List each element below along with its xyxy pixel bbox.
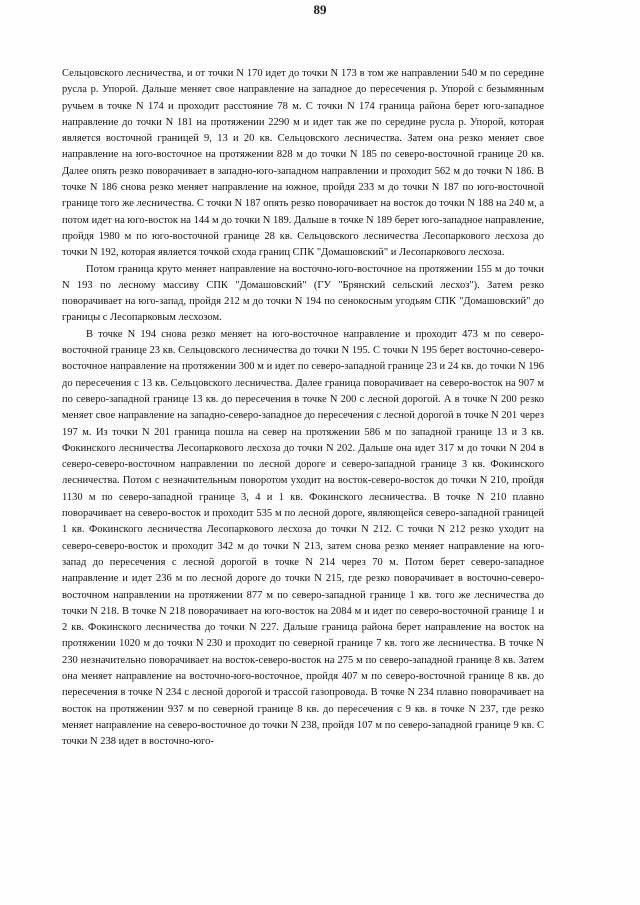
page-number: 89 <box>313 2 327 17</box>
paragraph: В точке N 194 снова резко меняет на юго-восточное направление и проходит 473 м по северо-восточной границе 23 кв. Сельцовского лесничества до точки N 195. С точки N 195 берет восточно-северо-восточное направление на протяжении 300 м и идет по северо-западной границе 23 и 24 кв. до точки N 196 до пересечения с 13 кв. Сельцовского лесничества. Далее граница поворачивает на северо-восток на 907 м по северо-западной границе 13 кв. до пересечения в точке N 200 с лесной дорогой. А в точке N 200 резко меняет свое направление на западно-северо-западное до пересечения с лесной дорогой в точке N 201 через 197 м. Из точки N 201 граница пошла на север на протяжении 586 м по западной границе 13 и 3 кв. Фокинского лесничества Лесопаркового лесхоза до точки N 202. Дальше она идет 317 м до точки N 204 в северо-северо-восточном направлении по лесной дороге и северо-западной границе 3 кв. Фокинского лесничества. Потом с незначительным поворотом уходит на восток-северо-восток до точки N 210, пройдя 1130 м по северо-западной границе 3, 4 и 1 кв. Фокинского лесничества. В точке N 210 плавно поворачивает на северо-восток и проходит 535 м по лесной дороге, являющейся северо-западной границей 1 кв. Фокинского лесничества Лесопаркового лесхоза до точки N 212. С точки N 212 резко уходит на северо-северо-восток и проходит 342 м до точки N 213, затем снова резко меняет направление на юго-запад до пересечения с лесной дорогой в точке N 214 через 70 м. Потом берет северо-западное направление и идет 236 м по лесной дороге до точки N 215, где резко поворачивает в восточно-северо-восточном направлении на протяжении 877 м по северо-западной границе 1 кв. того же лесничества до точки N 218. В точке N 218 поворачивает на юго-восток на 2084 м и идет по северо-восточной границе 1 и 2 кв. Фокинского лесничества до точки N 227. Дальше граница района берет направление на восток на протяжении 1020 м до точки N 230 и проходит по северной границе 7 кв. того же лесничества. В точке N 230 незначительно поворачивает на восток-северо-восток на 275 м по северо-западной границе 8 кв. Затем она меняет направление на восточно-юго-восточное, пройдя 407 м по северо-восточной границе 8 кв. до пересечения в точке N 234 с лесной дорогой и трассой газопровода. В точке N 234 плавно поворачивает на восток на протяжении 937 м по северной границе 8 кв. до пересечения с 9 кв. в точке N 237, где резко меняет направление на северо-восточное до точки N 238, пройдя 107 м по северо-западной границе 9 кв. С точки N 238 идет в восточно-юго- <box>62 328 544 748</box>
paragraph: Потом граница круто меняет направление на восточно-юго-восточное на протяжении 155 м до точки N 193 по лесному массиву СПК "Домашовский" (ГУ "Брянский сельский лесхоз"). Затем резко поворачивает на юго-запад, пройдя 212 м до точки N 194 по сенокосным угодьям СПК "Домашовский" до границы с Лесопарковым лесхозом. <box>62 263 544 324</box>
paragraph: Сельцовского лесничества, и от точки N 170 идет до точки N 173 в том же направлении 540 м по середине русла р. Упорой. Дальше меняет свое направление на западное до пересечения р. Упорой с безымянным ручьем в точке N 174 и проходит расстояние 78 м. С точки N 174 граница района берет юго-западное направление до точки N 181 на протяжении 2290 м и идет так же по середине русла р. Упорой, которая является восточной границей 9, 13 и 20 кв. Сельцовского лесничества. Затем она резко меняет свое направление на юго-восточное на протяжении 828 м до точки N 185 по северо-восточной границе 20 кв. Далее опять резко поворачивает в западно-юго-западном направлении и проходит 562 м до точки N 186. В точке N 186 снова резко меняет направление на южное, пройдя 233 м до точки N 187 по юго-восточной границе того же лесничества. С точки N 187 опять резко поворачивает на восток до точки N 188 на 240 м, а потом идет на юго-восток на 144 м до точки N 189. Дальше в точке N 189 берет юго-западное направление, пройдя 1980 м по юго-восточной границе 28 кв. Сельцовского лесничества Лесопаркового лесхоза до точки N 192, которая является точкой схода границ СПК "Домашовский" и Лесопаркового лесхоза. <box>62 68 544 259</box>
document-body <box>62 66 544 750</box>
